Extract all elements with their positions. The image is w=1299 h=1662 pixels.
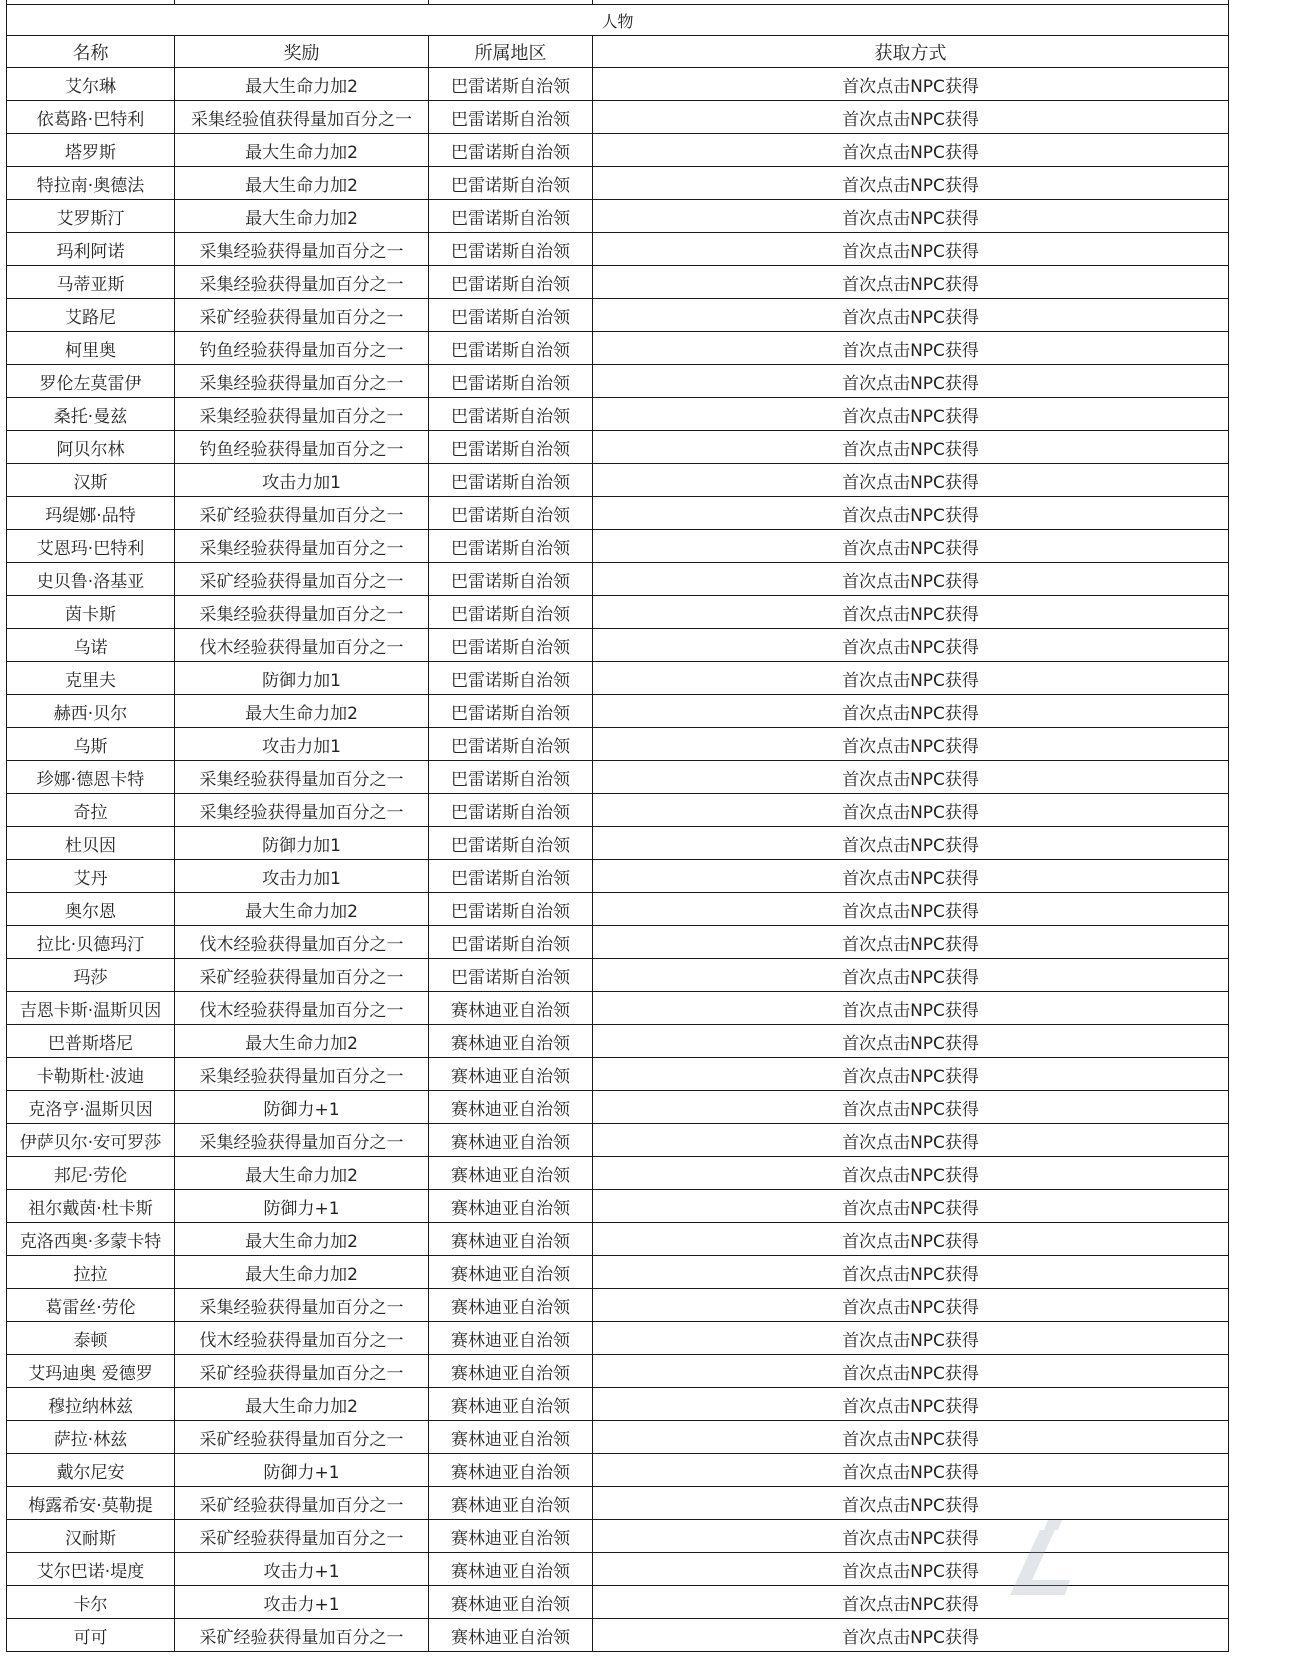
name-cell: 依葛路·巴特利 [7,101,175,134]
name-cell: 桑托·曼兹 [7,398,175,431]
region-cell: 赛林迪亚自治领 [429,1058,593,1091]
region-cell: 巴雷诺斯自治领 [429,959,593,992]
reward-cell: 采矿经验获得量加百分之一 [175,1520,429,1553]
name-cell: 吉恩卡斯·温斯贝因 [7,992,175,1025]
section-title: 人物 [7,5,1229,36]
method-cell: 首次点击NPC获得 [593,695,1229,728]
method-cell: 首次点击NPC获得 [593,794,1229,827]
name-cell: 艾罗斯汀 [7,200,175,233]
region-cell: 巴雷诺斯自治领 [429,695,593,728]
method-cell: 首次点击NPC获得 [593,728,1229,761]
name-cell: 奇拉 [7,794,175,827]
reward-cell: 最大生命力加2 [175,68,429,101]
method-cell: 首次点击NPC获得 [593,563,1229,596]
table-row [7,1322,1229,1355]
method-cell: 首次点击NPC获得 [593,860,1229,893]
reward-cell: 防御力+1 [175,1190,429,1223]
method-cell: 首次点击NPC获得 [593,464,1229,497]
region-cell: 赛林迪亚自治领 [429,1223,593,1256]
region-cell: 巴雷诺斯自治领 [429,101,593,134]
region-cell: 赛林迪亚自治领 [429,1421,593,1454]
method-cell: 首次点击NPC获得 [593,200,1229,233]
region-cell: 赛林迪亚自治领 [429,1289,593,1322]
table-row [7,1355,1229,1388]
table-row [7,530,1229,563]
reward-cell: 采集经验获得量加百分之一 [175,398,429,431]
table-row [7,893,1229,926]
table-row [7,101,1229,134]
method-cell: 首次点击NPC获得 [593,530,1229,563]
table-row [7,992,1229,1025]
reward-cell: 采集经验获得量加百分之一 [175,1124,429,1157]
region-cell: 巴雷诺斯自治领 [429,662,593,695]
header-row [7,36,1229,68]
name-cell: 马蒂亚斯 [7,266,175,299]
reward-cell: 采集经验获得量加百分之一 [175,233,429,266]
name-cell: 戴尔尼安 [7,1454,175,1487]
table-row [7,1553,1229,1586]
table-row [7,662,1229,695]
method-cell: 首次点击NPC获得 [593,1487,1229,1520]
region-cell: 巴雷诺斯自治领 [429,926,593,959]
method-cell: 首次点击NPC获得 [593,134,1229,167]
reward-cell: 采集经验获得量加百分之一 [175,1289,429,1322]
table-row [7,1190,1229,1223]
name-cell: 罗伦左莫雷伊 [7,365,175,398]
reward-cell: 采集经验获得量加百分之一 [175,596,429,629]
method-cell: 首次点击NPC获得 [593,233,1229,266]
region-cell: 巴雷诺斯自治领 [429,530,593,563]
name-cell: 阿贝尔林 [7,431,175,464]
region-cell: 赛林迪亚自治领 [429,1355,593,1388]
table-row [7,629,1229,662]
name-cell: 泰顿 [7,1322,175,1355]
name-cell: 拉比·贝德玛汀 [7,926,175,959]
method-cell: 首次点击NPC获得 [593,167,1229,200]
method-cell: 首次点击NPC获得 [593,398,1229,431]
table-row [7,1058,1229,1091]
reward-cell: 最大生命力加2 [175,134,429,167]
region-cell: 赛林迪亚自治领 [429,1025,593,1058]
method-cell: 首次点击NPC获得 [593,68,1229,101]
reward-cell: 最大生命力加2 [175,695,429,728]
name-cell: 克洛亨·温斯贝因 [7,1091,175,1124]
reward-cell: 最大生命力加2 [175,1157,429,1190]
name-cell: 卡勒斯杜·波迪 [7,1058,175,1091]
region-cell: 赛林迪亚自治领 [429,1388,593,1421]
region-cell: 赛林迪亚自治领 [429,1520,593,1553]
method-cell: 首次点击NPC获得 [593,332,1229,365]
method-cell: 首次点击NPC获得 [593,1091,1229,1124]
table-row [7,860,1229,893]
reward-cell: 采矿经验获得量加百分之一 [175,1355,429,1388]
method-cell: 首次点击NPC获得 [593,761,1229,794]
reward-cell: 采矿经验获得量加百分之一 [175,563,429,596]
reward-cell: 采矿经验获得量加百分之一 [175,497,429,530]
reward-cell: 采集经验获得量加百分之一 [175,530,429,563]
region-cell: 赛林迪亚自治领 [429,1487,593,1520]
column-header-method: 获取方式 [593,36,1229,68]
table-row [7,299,1229,332]
method-cell: 首次点击NPC获得 [593,1421,1229,1454]
table-row [7,563,1229,596]
method-cell: 首次点击NPC获得 [593,1157,1229,1190]
table-row [7,464,1229,497]
name-cell: 杜贝因 [7,827,175,860]
name-cell: 柯里奥 [7,332,175,365]
method-cell: 首次点击NPC获得 [593,992,1229,1025]
name-cell: 玛莎 [7,959,175,992]
method-cell: 首次点击NPC获得 [593,1025,1229,1058]
method-cell: 首次点击NPC获得 [593,926,1229,959]
region-cell: 巴雷诺斯自治领 [429,563,593,596]
method-cell: 首次点击NPC获得 [593,299,1229,332]
method-cell: 首次点击NPC获得 [593,1454,1229,1487]
region-cell: 巴雷诺斯自治领 [429,431,593,464]
method-cell: 首次点击NPC获得 [593,1520,1229,1553]
region-cell: 巴雷诺斯自治领 [429,68,593,101]
method-cell: 首次点击NPC获得 [593,1322,1229,1355]
name-cell: 特拉南·奥德法 [7,167,175,200]
reward-cell: 伐木经验获得量加百分之一 [175,992,429,1025]
reward-cell: 钓鱼经验获得量加百分之一 [175,332,429,365]
column-header-name: 名称 [7,36,175,68]
name-cell: 葛雷丝·劳伦 [7,1289,175,1322]
method-cell: 首次点击NPC获得 [593,1190,1229,1223]
name-cell: 玛利阿诺 [7,233,175,266]
region-cell: 赛林迪亚自治领 [429,1619,593,1652]
method-cell: 首次点击NPC获得 [593,1388,1229,1421]
method-cell: 首次点击NPC获得 [593,1355,1229,1388]
table-row [7,167,1229,200]
region-cell: 巴雷诺斯自治领 [429,893,593,926]
table-row [7,200,1229,233]
method-cell: 首次点击NPC获得 [593,827,1229,860]
name-cell: 汉斯 [7,464,175,497]
method-cell: 首次点击NPC获得 [593,662,1229,695]
section-title-row [7,5,1229,36]
reward-cell: 攻击力加1 [175,464,429,497]
table-row [7,1487,1229,1520]
table-body [7,0,1229,1652]
table-row [7,1619,1229,1652]
method-cell: 首次点击NPC获得 [593,1586,1229,1619]
name-cell: 艾尔巴诺·堤度 [7,1553,175,1586]
table-row [7,1025,1229,1058]
method-cell: 首次点击NPC获得 [593,959,1229,992]
name-cell: 穆拉纳林兹 [7,1388,175,1421]
table-row [7,1091,1229,1124]
region-cell: 赛林迪亚自治领 [429,1124,593,1157]
method-cell: 首次点击NPC获得 [593,365,1229,398]
table-row [7,827,1229,860]
reward-cell: 攻击力加1 [175,860,429,893]
method-cell: 首次点击NPC获得 [593,497,1229,530]
table-row [7,233,1229,266]
table-row [7,497,1229,530]
region-cell: 巴雷诺斯自治领 [429,860,593,893]
reward-cell: 采矿经验获得量加百分之一 [175,959,429,992]
table-row [7,1256,1229,1289]
table-row [7,695,1229,728]
table-row [7,596,1229,629]
reward-cell: 最大生命力加2 [175,1025,429,1058]
method-cell: 首次点击NPC获得 [593,101,1229,134]
reward-cell: 采矿经验获得量加百分之一 [175,1421,429,1454]
name-cell: 邦尼·劳伦 [7,1157,175,1190]
region-cell: 巴雷诺斯自治领 [429,233,593,266]
reward-cell: 伐木经验获得量加百分之一 [175,629,429,662]
region-cell: 巴雷诺斯自治领 [429,728,593,761]
table-row [7,1223,1229,1256]
region-cell: 巴雷诺斯自治领 [429,794,593,827]
table-row [7,1421,1229,1454]
name-cell: 克里夫 [7,662,175,695]
name-cell: 伊萨贝尔·安可罗莎 [7,1124,175,1157]
name-cell: 克洛西奥·多蒙卡特 [7,1223,175,1256]
reward-cell: 采矿经验获得量加百分之一 [175,299,429,332]
name-cell: 史贝鲁·洛基亚 [7,563,175,596]
region-cell: 赛林迪亚自治领 [429,1190,593,1223]
method-cell: 首次点击NPC获得 [593,1124,1229,1157]
table-row [7,1388,1229,1421]
reward-cell: 最大生命力加2 [175,1256,429,1289]
table-row [7,1289,1229,1322]
region-cell: 巴雷诺斯自治领 [429,398,593,431]
reward-cell: 防御力加1 [175,827,429,860]
name-cell: 艾尔琳 [7,68,175,101]
table-row [7,761,1229,794]
region-cell: 巴雷诺斯自治领 [429,332,593,365]
name-cell: 乌诺 [7,629,175,662]
method-cell: 首次点击NPC获得 [593,1058,1229,1091]
reward-cell: 钓鱼经验获得量加百分之一 [175,431,429,464]
reward-cell: 防御力+1 [175,1091,429,1124]
table-row [7,332,1229,365]
method-cell: 首次点击NPC获得 [593,893,1229,926]
table-row [7,728,1229,761]
region-cell: 巴雷诺斯自治领 [429,827,593,860]
region-cell: 赛林迪亚自治领 [429,1157,593,1190]
region-cell: 巴雷诺斯自治领 [429,134,593,167]
method-cell: 首次点击NPC获得 [593,266,1229,299]
name-cell: 萨拉·林兹 [7,1421,175,1454]
method-cell: 首次点击NPC获得 [593,596,1229,629]
region-cell: 巴雷诺斯自治领 [429,464,593,497]
region-cell: 巴雷诺斯自治领 [429,167,593,200]
method-cell: 首次点击NPC获得 [593,1619,1229,1652]
table-row [7,398,1229,431]
method-cell: 首次点击NPC获得 [593,1553,1229,1586]
reward-cell: 攻击力+1 [175,1553,429,1586]
table-row [7,68,1229,101]
name-cell: 赫西·贝尔 [7,695,175,728]
name-cell: 玛缇娜·品特 [7,497,175,530]
name-cell: 拉拉 [7,1256,175,1289]
name-cell: 茵卡斯 [7,596,175,629]
region-cell: 巴雷诺斯自治领 [429,266,593,299]
method-cell: 首次点击NPC获得 [593,1223,1229,1256]
reward-cell: 采矿经验获得量加百分之一 [175,1487,429,1520]
reward-cell: 采集经验获得量加百分之一 [175,794,429,827]
name-cell: 可可 [7,1619,175,1652]
reward-cell: 采矿经验获得量加百分之一 [175,1619,429,1652]
region-cell: 巴雷诺斯自治领 [429,596,593,629]
table-row [7,794,1229,827]
reward-cell: 采集经验获得量加百分之一 [175,365,429,398]
region-cell: 巴雷诺斯自治领 [429,497,593,530]
region-cell: 赛林迪亚自治领 [429,1586,593,1619]
reward-cell: 采集经验值获得量加百分之一 [175,101,429,134]
name-cell: 祖尔戴茵·杜卡斯 [7,1190,175,1223]
table-row [7,266,1229,299]
table-row [7,959,1229,992]
reward-cell: 攻击力+1 [175,1586,429,1619]
name-cell: 塔罗斯 [7,134,175,167]
region-cell: 赛林迪亚自治领 [429,1091,593,1124]
table-row [7,1124,1229,1157]
region-cell: 巴雷诺斯自治领 [429,200,593,233]
method-cell: 首次点击NPC获得 [593,629,1229,662]
knowledge-table [6,0,1229,1652]
region-cell: 巴雷诺斯自治领 [429,299,593,332]
table-row [7,1157,1229,1190]
reward-cell: 最大生命力加2 [175,200,429,233]
method-cell: 首次点击NPC获得 [593,431,1229,464]
region-cell: 赛林迪亚自治领 [429,1553,593,1586]
name-cell: 巴普斯塔尼 [7,1025,175,1058]
reward-cell: 最大生命力加2 [175,893,429,926]
region-cell: 赛林迪亚自治领 [429,1322,593,1355]
region-cell: 巴雷诺斯自治领 [429,629,593,662]
table-row [7,365,1229,398]
name-cell: 汉耐斯 [7,1520,175,1553]
region-cell: 赛林迪亚自治领 [429,1256,593,1289]
table-row [7,1586,1229,1619]
method-cell: 首次点击NPC获得 [593,1256,1229,1289]
table-row [7,134,1229,167]
name-cell: 卡尔 [7,1586,175,1619]
reward-cell: 伐木经验获得量加百分之一 [175,926,429,959]
name-cell: 艾路尼 [7,299,175,332]
reward-cell: 防御力加1 [175,662,429,695]
reward-cell: 攻击力加1 [175,728,429,761]
column-header-region: 所属地区 [429,36,593,68]
reward-cell: 采集经验获得量加百分之一 [175,1058,429,1091]
reward-cell: 最大生命力加2 [175,167,429,200]
reward-cell: 采集经验获得量加百分之一 [175,761,429,794]
name-cell: 珍娜·德恩卡特 [7,761,175,794]
region-cell: 巴雷诺斯自治领 [429,761,593,794]
column-header-reward: 奖励 [175,36,429,68]
reward-cell: 最大生命力加2 [175,1388,429,1421]
name-cell: 梅露希安·莫勒提 [7,1487,175,1520]
table-row [7,431,1229,464]
reward-cell: 最大生命力加2 [175,1223,429,1256]
reward-cell: 防御力+1 [175,1454,429,1487]
name-cell: 艾恩玛·巴特利 [7,530,175,563]
name-cell: 奥尔恩 [7,893,175,926]
name-cell: 艾玛迪奥 爱德罗 [7,1355,175,1388]
name-cell: 乌斯 [7,728,175,761]
region-cell: 赛林迪亚自治领 [429,1454,593,1487]
table-row [7,926,1229,959]
region-cell: 巴雷诺斯自治领 [429,365,593,398]
reward-cell: 采集经验获得量加百分之一 [175,266,429,299]
table-row [7,1520,1229,1553]
name-cell: 艾丹 [7,860,175,893]
region-cell: 赛林迪亚自治领 [429,992,593,1025]
method-cell: 首次点击NPC获得 [593,1289,1229,1322]
table-row [7,1454,1229,1487]
reward-cell: 伐木经验获得量加百分之一 [175,1322,429,1355]
